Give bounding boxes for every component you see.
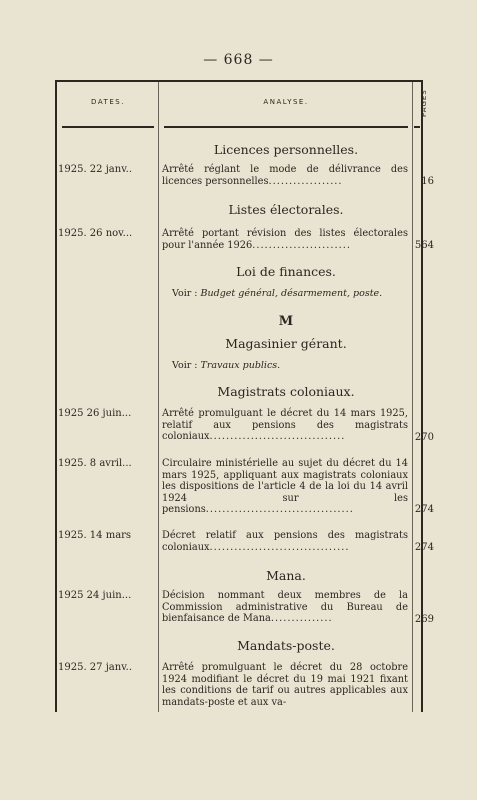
entry-text — [162, 228, 408, 251]
entry-date: 1925. 26 nov... — [58, 228, 133, 239]
entry-leader-dots: .................. — [268, 175, 343, 187]
section-heading: Mana. — [266, 568, 306, 583]
section-heading: Listes électorales. — [228, 202, 344, 217]
entry-text — [162, 458, 408, 516]
entry-page: 274 — [414, 542, 434, 553]
entry-analysis: Arrêté promulguant le décret du 28 octobre 1924 modifiant le décret du 19 mai 1921 fixant les conditions de tarif ou autres applicables aux mandats-poste et aux va- — [162, 662, 408, 708]
column-header-pages: PAGES — [420, 89, 428, 117]
entry-analysis: Décision nommant deux membres de la Commission administrative du Bureau de bienfaisance de Mana — [162, 590, 408, 624]
entry-analysis: Arrêté promulguant le décret du 14 mars 1925, relatif aux pensions des magistrats coloniaux — [162, 408, 408, 442]
header-rule-analyse — [164, 126, 408, 128]
section-heading: Magistrats coloniaux. — [217, 384, 355, 399]
section-heading: Magasinier gérant. — [225, 336, 347, 351]
entry-text — [162, 530, 408, 553]
entry-date: 1925 26 juin... — [58, 408, 132, 419]
table-top-rule — [55, 80, 421, 82]
entry-text — [162, 590, 408, 625]
letter-heading: M — [278, 314, 294, 329]
entry-leader-dots: ........................ — [252, 239, 351, 251]
column-divider-dates — [158, 82, 159, 712]
entry-date: 1925. 14 mars — [58, 530, 132, 541]
see-also-refs: Budget général, désarmement, poste. — [200, 288, 383, 299]
page-number: — 668 — — [203, 52, 274, 68]
column-header-dates: DATES. — [91, 98, 125, 106]
section-heading: Mandats-poste. — [237, 638, 335, 653]
entry-analysis: Décret relatif aux pensions des magistrats coloniaux — [162, 530, 408, 553]
entry-text — [162, 662, 408, 708]
entry-date: 1925. 22 janv.. — [58, 164, 133, 175]
entry-page: 16 — [421, 176, 434, 187]
see-also-note — [172, 360, 412, 371]
entry-analysis: Circulaire ministérielle au sujet du décret du 14 mars 1925, appliquant aux magistrats coloniaux les dispositions de l'article 4 de la loi du 14 avril 1924 sur les pensions — [162, 458, 408, 515]
header-rule-pages — [414, 126, 420, 128]
section-heading: Licences personnelles. — [213, 142, 359, 157]
see-also-prefix: Voir : — [172, 360, 198, 371]
entry-analysis: Arrêté portant révision des listes électorales pour l'année 1926 — [162, 228, 408, 251]
column-header-analyse: ANALYSE. — [263, 98, 309, 106]
entry-leader-dots: ................................. — [209, 431, 346, 442]
entry-date: 1925. 8 avril... — [58, 458, 132, 469]
entry-leader-dots: .................................. — [209, 541, 350, 553]
entry-text — [162, 408, 408, 443]
entry-date: 1925. 27 janv.. — [58, 662, 133, 673]
see-also-refs: Travaux publics. — [200, 360, 281, 371]
header-rule-dates — [62, 126, 154, 128]
entry-page: 564 — [414, 240, 434, 251]
entry-page: 270 — [414, 432, 434, 443]
entry-page: 269 — [414, 614, 434, 625]
entry-page: 274 — [414, 504, 434, 515]
see-also-note — [172, 288, 412, 299]
entry-leader-dots: .................................... — [205, 504, 354, 515]
see-also-prefix: Voir : — [172, 288, 198, 299]
entry-text — [162, 164, 408, 187]
entry-date: 1925 24 juin... — [58, 590, 132, 601]
entry-leader-dots: ............... — [270, 613, 333, 624]
section-heading: Loi de finances. — [236, 264, 336, 279]
entry-analysis: Arrêté réglant le mode de délivrance des licences personnelles — [162, 164, 408, 187]
